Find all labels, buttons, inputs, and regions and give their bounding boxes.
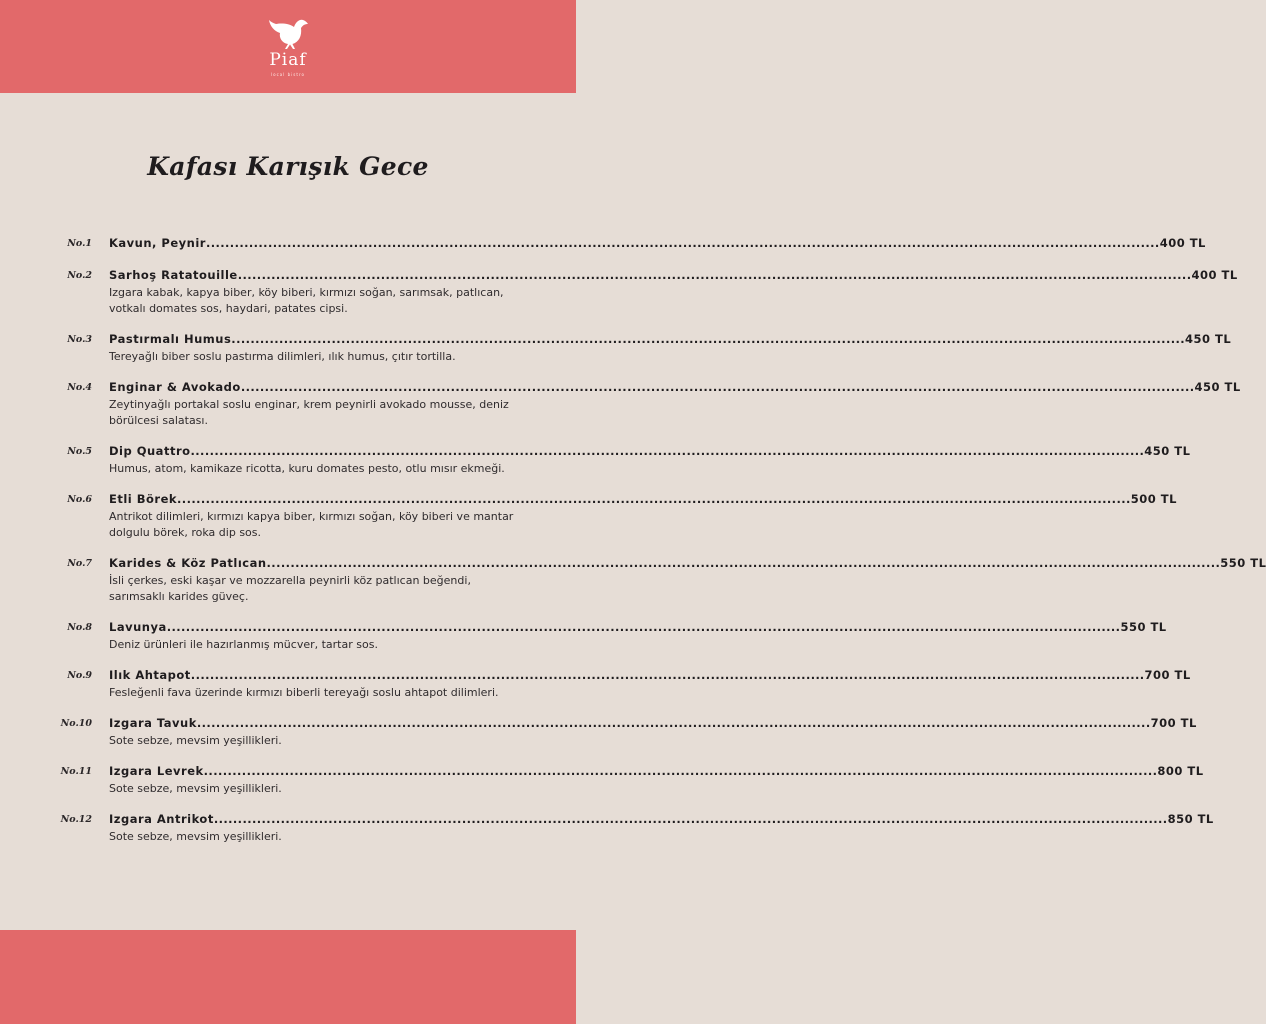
item-price: 850 TL <box>1167 812 1214 826</box>
item-price: 700 TL <box>1144 668 1191 682</box>
item-number: No.12 <box>60 814 92 825</box>
item-price: 400 TL <box>1159 236 1206 250</box>
item-price: 500 TL <box>1130 492 1177 506</box>
brand-logo <box>0 14 576 79</box>
dot-leader: ........................................................................................................................................................................................................ <box>166 620 1121 634</box>
item-number: No.4 <box>67 382 92 393</box>
item-number: No.11 <box>60 766 92 777</box>
item-name: Etli Börek <box>109 492 178 506</box>
menu-title: Kafası Karışık Gece <box>147 152 429 181</box>
dot-leader: ........................................................................................................................................................................................................ <box>213 812 1168 826</box>
item-name: Lavunya <box>109 620 167 634</box>
item-price: 700 TL <box>1150 716 1197 730</box>
dot-leader: ........................................................................................................................................................................................................ <box>177 492 1131 506</box>
item-description: Zeytinyağlı portakal soslu enginar, krem peynirli avokado mousse, deniz börülcesi salatası. <box>109 398 509 427</box>
item-name: Izgara Tavuk <box>109 716 197 730</box>
brand-tagline: local bistro <box>271 72 305 77</box>
item-description: İsli çerkes, eski kaşar ve mozzarella peynirli köz patlıcan beğendi, sarımsaklı karides güveç. <box>109 574 471 603</box>
brand-name: Piaf <box>269 50 307 70</box>
item-price: 400 TL <box>1191 268 1238 282</box>
item-description: Sote sebze, mevsim yeşillikleri. <box>109 830 282 843</box>
item-name: Izgara Antrikot <box>109 812 214 826</box>
item-price: 450 TL <box>1144 444 1191 458</box>
dot-leader: ........................................................................................................................................................................................................ <box>266 556 1221 570</box>
item-name: Enginar & Avokado <box>109 380 241 394</box>
item-name: Izgara Levrek <box>109 764 204 778</box>
dot-leader: ........................................................................................................................................................................................................ <box>231 332 1186 346</box>
dot-leader: ........................................................................................................................................................................................................ <box>190 668 1145 682</box>
item-description: Izgara kabak, kapya biber, köy biberi, kırmızı soğan, sarımsak, patlıcan, votkalı domates sos, haydari, patates cipsi. <box>109 286 504 315</box>
item-name: Dip Quattro <box>109 444 191 458</box>
item-price: 450 TL <box>1185 332 1232 346</box>
item-number: No.10 <box>60 718 92 729</box>
dot-leader: ........................................................................................................................................................................................................ <box>196 716 1151 730</box>
dot-leader: ........................................................................................................................................................................................................ <box>203 764 1158 778</box>
item-price: 550 TL <box>1120 620 1167 634</box>
item-number: No.8 <box>67 622 92 633</box>
item-description: Antrikot dilimleri, kırmızı kapya biber, kırmızı soğan, köy biberi ve mantar dolgulu börek, roka dip sos. <box>109 510 514 539</box>
item-description: Tereyağlı biber soslu pastırma dilimleri, ılık humus, çıtır tortilla. <box>109 350 456 363</box>
item-price: 550 TL <box>1220 556 1266 570</box>
item-number: No.3 <box>67 334 92 345</box>
item-name: Karides & Köz Patlıcan <box>109 556 267 570</box>
footer-bar <box>0 930 576 1024</box>
item-description: Sote sebze, mevsim yeşillikleri. <box>109 734 282 747</box>
item-number: No.7 <box>67 558 92 569</box>
dot-leader: ........................................................................................................................................................................................................ <box>190 444 1145 458</box>
item-name: Pastırmalı Humus <box>109 332 232 346</box>
item-number: No.2 <box>67 270 92 281</box>
item-description: Deniz ürünleri ile hazırlanmış mücver, tartar sos. <box>109 638 378 651</box>
item-price: 450 TL <box>1194 380 1241 394</box>
item-name: Ilık Ahtapot <box>109 668 191 682</box>
item-description: Humus, atom, kamikaze ricotta, kuru domates pesto, otlu mısır ekmeği. <box>109 462 505 475</box>
item-description: Sote sebze, mevsim yeşillikleri. <box>109 782 282 795</box>
item-name: Kavun, Peynir <box>109 236 206 250</box>
dot-leader: ........................................................................................................................................................................................................ <box>240 380 1195 394</box>
item-name: Sarhoş Ratatouille <box>109 268 238 282</box>
item-number: No.6 <box>67 494 92 505</box>
item-number: No.5 <box>67 446 92 457</box>
dot-leader: ........................................................................................................................................................................................................ <box>237 268 1192 282</box>
bird-icon <box>265 14 311 50</box>
item-number: No.1 <box>67 238 92 249</box>
item-price: 800 TL <box>1157 764 1204 778</box>
item-description: Fesleğenli fava üzerinde kırmızı biberli tereyağı soslu ahtapot dilimleri. <box>109 686 499 699</box>
item-number: No.9 <box>67 670 92 681</box>
dot-leader: ........................................................................................................................................................................................................ <box>205 236 1160 250</box>
